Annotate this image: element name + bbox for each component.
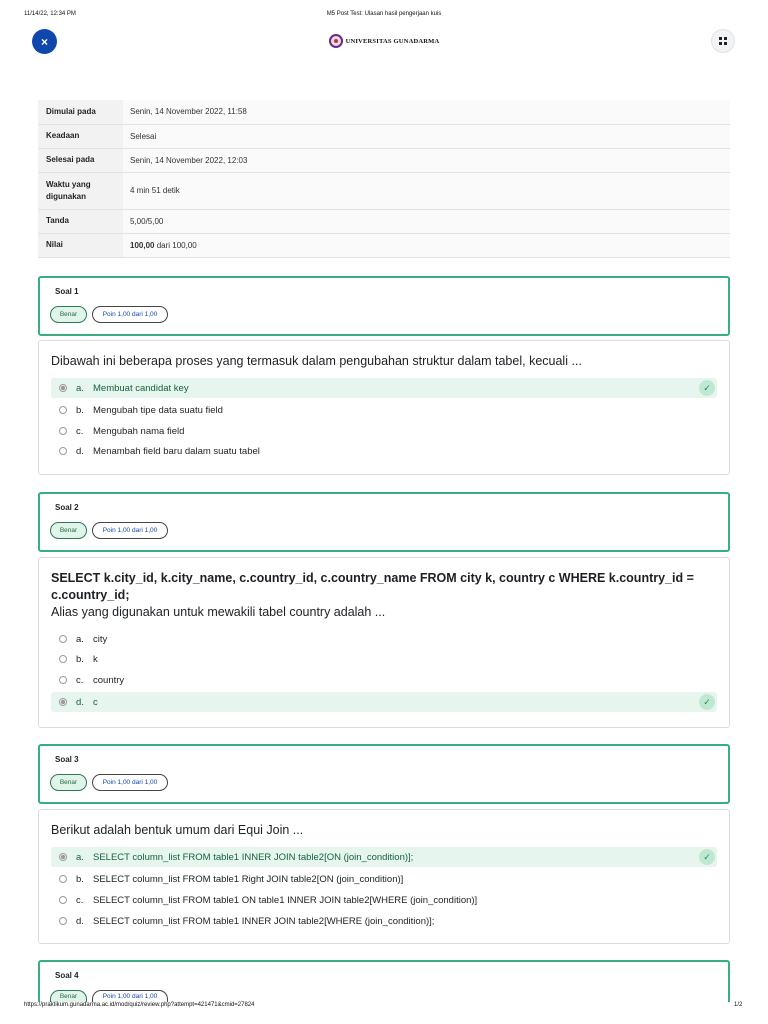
- question-content-3: [38, 809, 730, 944]
- university-seal-icon: [329, 34, 343, 48]
- answer-letter: b.: [76, 873, 84, 885]
- radio-icon[interactable]: [59, 447, 67, 455]
- summary-label: Selesai pada: [38, 148, 123, 172]
- answer-letter: a.: [76, 382, 84, 394]
- summary-label: Keadaan: [38, 124, 123, 148]
- answer-text: Mengubah nama field: [93, 425, 185, 437]
- answer-letter: c.: [76, 674, 84, 686]
- radio-icon[interactable]: [59, 917, 67, 925]
- grade-badge: Poin 1,00 dari 1,00: [92, 522, 168, 539]
- answer-option[interactable]: [51, 869, 717, 889]
- summary-label: Tanda: [38, 209, 123, 233]
- quiz-summary-table: [38, 100, 730, 258]
- sql-statement: SELECT k.city_id, k.city_name, c.country_id, c.country_name FROM city k, country c WHERE k.country_id = c.country_id;: [51, 571, 694, 602]
- question-info-3: [38, 744, 730, 804]
- answer-option[interactable]: [51, 441, 717, 461]
- state-badge: Benar: [50, 522, 87, 539]
- radio-icon[interactable]: [59, 655, 67, 663]
- grid-icon: [719, 37, 727, 45]
- answer-letter: d.: [76, 445, 84, 457]
- answer-option[interactable]: [51, 421, 717, 441]
- answer-text: c: [93, 696, 98, 708]
- answer-option[interactable]: [51, 890, 717, 910]
- answer-text: Membuat candidat key: [93, 382, 189, 394]
- check-icon: ✓: [699, 380, 715, 396]
- grade-badge: Poin 1,00 dari 1,00: [92, 990, 168, 1002]
- answer-text: SELECT column_list FROM table1 ON table1 INNER JOIN table2[WHERE (join_condition)]: [93, 894, 478, 906]
- answer-text: SELECT column_list FROM table1 Right JOIN table2[ON (join_condition)]: [93, 873, 404, 885]
- radio-icon[interactable]: [59, 635, 67, 643]
- logo-text: UNIVERSITAS GUNADARMA: [345, 37, 440, 45]
- answer-text: Menambah field baru dalam suatu tabel: [93, 445, 260, 457]
- answer-letter: c.: [76, 894, 84, 906]
- question-number: Soal 4: [55, 971, 79, 980]
- question-number: Soal 3: [55, 755, 79, 764]
- radio-icon[interactable]: [59, 875, 67, 883]
- summary-value: 4 min 51 detik: [123, 172, 730, 209]
- answer-option[interactable]: [51, 629, 717, 649]
- answer-text: SELECT column_list FROM table1 INNER JOIN table2[WHERE (join_condition)];: [93, 915, 435, 927]
- answer-option[interactable]: [51, 847, 717, 867]
- check-icon: ✓: [699, 849, 715, 865]
- question-content-1: [38, 340, 730, 475]
- radio-icon[interactable]: [59, 676, 67, 684]
- summary-value: Senin, 14 November 2022, 12:03: [123, 148, 730, 172]
- question-text: [51, 570, 719, 621]
- radio-icon[interactable]: [59, 406, 67, 414]
- answer-text: city: [93, 633, 108, 645]
- question-number: Soal 2: [55, 503, 79, 512]
- answer-text: Mengubah tipe data suatu field: [93, 404, 223, 416]
- question-prompt: Alias yang digunakan untuk mewakili tabel country adalah ...: [51, 605, 386, 619]
- answer-text: k: [93, 653, 98, 665]
- state-badge: Benar: [50, 774, 87, 791]
- question-number: Soal 1: [55, 287, 79, 296]
- radio-icon[interactable]: [59, 896, 67, 904]
- summary-value: 5,00/5,00: [123, 209, 730, 233]
- print-date: 11/14/22, 12:34 PM: [24, 11, 76, 17]
- answer-letter: b.: [76, 404, 84, 416]
- answer-text: SELECT column_list FROM table1 INNER JOIN table2[ON (join_condition)];: [93, 851, 414, 863]
- answer-letter: c.: [76, 425, 84, 437]
- summary-label: Waktu yang digunakan: [38, 172, 123, 209]
- answer-option[interactable]: [51, 911, 717, 931]
- question-info-1: [38, 276, 730, 336]
- print-footer: [0, 1002, 768, 1012]
- answer-letter: d.: [76, 696, 84, 708]
- summary-label: Nilai: [38, 233, 123, 257]
- answer-letter: b.: [76, 653, 84, 665]
- question-info-4: [38, 960, 730, 1002]
- print-page-number: 1/2: [734, 1002, 743, 1008]
- answer-option[interactable]: [51, 692, 717, 712]
- answer-letter: a.: [76, 633, 84, 645]
- question-content-2: [38, 557, 730, 728]
- answer-option[interactable]: [51, 670, 717, 690]
- answer-option[interactable]: [51, 400, 717, 420]
- radio-icon[interactable]: [59, 427, 67, 435]
- summary-value: Senin, 14 November 2022, 11:58: [123, 100, 730, 124]
- question-text: Berikut adalah bentuk umum dari Equi Join ...: [51, 823, 304, 837]
- check-icon: ✓: [699, 694, 715, 710]
- answer-text: country: [93, 674, 125, 686]
- radio-icon[interactable]: [59, 384, 67, 392]
- summary-label: Dimulai pada: [38, 100, 123, 124]
- answer-option[interactable]: [51, 378, 717, 398]
- score-value: 100,00: [130, 240, 155, 250]
- question-info-2: [38, 492, 730, 552]
- print-title: M5 Post Test: Ulasan hasil pengerjaan kuis: [326, 11, 442, 17]
- answer-letter: d.: [76, 915, 84, 927]
- answer-letter: a.: [76, 851, 84, 863]
- summary-value: Selesai: [123, 124, 730, 148]
- state-badge: Benar: [50, 306, 87, 323]
- print-url: https://praktikum.gunadarma.ac.id/mod/quiz/review.php?attempt=421471&cmid=27824: [24, 1002, 255, 1008]
- drawer-toggle-button[interactable]: [711, 29, 735, 53]
- print-header: [0, 11, 768, 21]
- state-badge: Benar: [50, 990, 87, 1002]
- top-bar: [0, 29, 768, 55]
- answer-option[interactable]: [51, 649, 717, 669]
- close-icon: ×: [40, 34, 48, 49]
- question-text: Dibawah ini beberapa proses yang termasuk dalam pengubahan struktur dalam tabel, kecuali ...: [51, 354, 582, 368]
- radio-icon[interactable]: [59, 853, 67, 861]
- grade-badge: Poin 1,00 dari 1,00: [92, 306, 168, 323]
- grade-badge: Poin 1,00 dari 1,00: [92, 774, 168, 791]
- site-logo[interactable]: [0, 34, 768, 48]
- summary-value: [123, 233, 730, 257]
- score-max: dari 100,00: [154, 240, 197, 250]
- radio-icon[interactable]: [59, 698, 67, 706]
